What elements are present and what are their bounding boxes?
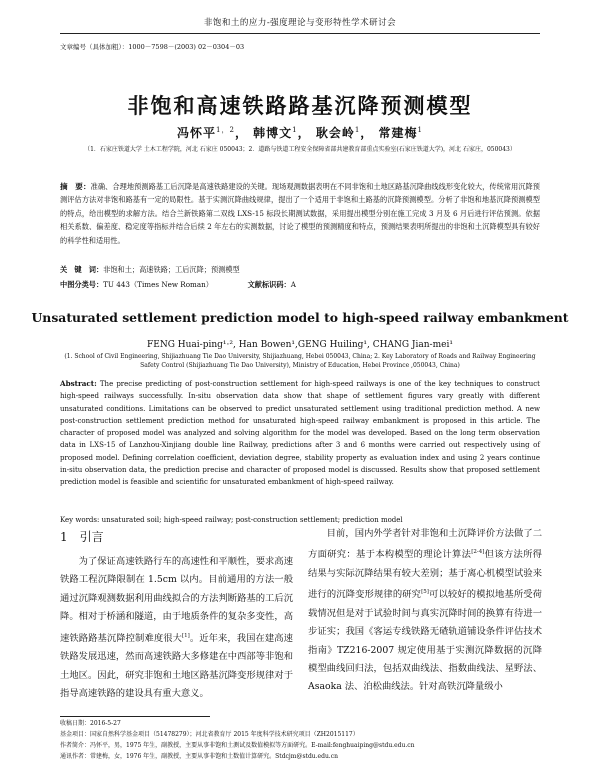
section-heading-introduction: 1 引言 <box>60 530 104 544</box>
clc-line <box>60 280 540 290</box>
affiliation-cn: （1．石家庄铁道大学 土木工程学院，河北 石家庄 050043；2．道路与铁道工程安全保障省部共建教育部重点实验室(石家庄铁道大学)，河北 石家庄，050043） <box>84 146 516 153</box>
author-name: 常建梅 <box>378 126 418 140</box>
footnote-rule <box>60 716 210 717</box>
author-name: 韩博文 <box>253 126 293 140</box>
authors-cn: 冯怀平$^{1,2}$， 韩博文$^1$， 耿会岭$^1$， 常建梅$^1$ <box>177 126 423 140</box>
keywords-en-label: Key words: <box>60 516 100 524</box>
body-text: 但该方法所得结果与实际沉降结果有较大差别；基于离心机模型试验来进行的沉降变形规律的研究 <box>308 549 542 601</box>
citation: [5] <box>421 589 429 596</box>
citation: [2-4] <box>471 549 485 556</box>
clc-value: TU 443（Times New Roman） <box>103 280 213 289</box>
body-column-right <box>308 525 542 697</box>
body-text: 目前，国内外学者针对非饱和土沉降评价方法做了二方面研究：基于本构模型的理论计算法 <box>308 528 542 561</box>
abstract-en <box>60 378 540 489</box>
body-text: 可以较好的模拟地基所受荷载情况但是对于试验时间与真实沉降时间的换算有待进一步证实；我国《客运专线铁路无碴轨道铺设条件评估技术指南》TZ216-2007 规定使用基于实测沉降数据的沉降模型曲线回归法，包括双曲线法、指数曲线法、星野法、Asaoka 法、泊松曲线法。针对高铁沉降量级小 <box>308 589 542 693</box>
body-text: 。近年来，我国在建高速铁路发展迅速，然而高速铁路大多修建在中西部等非饱和土地区。因此，研究非饱和土地区路基沉降变形规律对于指导高速铁路的建设具有重大意义。 <box>60 632 293 699</box>
clc-label: 中图分类号： <box>60 280 104 289</box>
keywords-cn <box>60 265 540 275</box>
affiliation-en: (1. School of Civil Engineering, Shijiazhuang Tie Dao University, Shijiazhuang, Hebei 050043, China; 2. Key Laboratory of Roads and Railway Engineering Safety Control (Shijiazhuang Tie Dao University), Ministry of Education, Hebei Province ,050043, China) <box>64 353 536 369</box>
keywords-en <box>60 516 540 524</box>
doc-code-value: A <box>290 280 296 289</box>
abstract-cn-text: 准确、合理地预测路基工后沉降是高速铁路建设的关键。现场观测数据表明在不同非饱和土地区路基沉降曲线线形变化较大，传统常用沉降预测评估方法对非饱和路基有一定的局限性。基于实测沉降曲线规律，提出了一个适用于非饱和土路基的沉降预测模型。分析了非饱和地基沉降预测模型的特点，给出模型的求解方法。结合兰新铁路第二双线 LXS-15 标段长期测试数据，采用提出模型分别在施工完成 3 月及 6 月后进行评估预测。依据相关系数、偏差度、稳定度等指标并结合后续 2 年左右的实测数据，讨论了模型的预测精度和特点，预测结果表明所提出的非饱和土沉降模型具有较好的科学性和适用性。 <box>60 182 540 245</box>
running-header: 非饱和土的应力-强度理论与变形特性学术研讨会 <box>203 18 397 28</box>
footnote-author: 作者简介：冯怀平，男，1975 年生，副教授，主要从事非饱和土测试及数值模拟等方面研究。E-mail:fenghuaiping@stdu.edu.cn <box>60 742 415 749</box>
body-text: 为了保证高速铁路行车的高速性和平顺性，要求高速铁路工程沉降限制在 1.5cm 以内。目前通用的方法一般通过沉降观测数据利用曲线拟合的方法判断路基的工后沉降。相对于桥涵和隧道，由于地质条件的复杂多变性，高速铁路路基沉降控制难度很大 <box>60 556 293 644</box>
title-cn: 非饱和高速铁路路基沉降预测模型 <box>127 94 473 118</box>
footnote-received: 收稿日期：2016-5-27 <box>60 720 121 727</box>
abstract-cn <box>60 180 540 247</box>
article-meta: 文章编号（具体加粗）：1000－7598－(2003) 02－0304－03 <box>60 43 245 51</box>
footnote-fund: 基金项目：国家自然科学基金项目（51478279）；河北省教育厅 2015 年度科学技术研究项目（ZH2015117） <box>60 731 359 738</box>
header-rule <box>60 33 540 34</box>
author-sup: 1，2 <box>216 126 235 134</box>
abstract-cn-label: 摘 要： <box>60 182 91 191</box>
doc-code-label: 文献标识码： <box>247 280 291 289</box>
author-name: 耿会岭 <box>315 126 355 140</box>
title-en: Unsaturated settlement prediction model to high-speed railway embankment <box>31 310 569 325</box>
footnote-corresponding: 通讯作者：常建梅，女，1976 年生，副教授，主要从事非饱和土数值计算研究。Stdcjm@stdu.edu.cn <box>60 753 338 760</box>
abstract-en-text: The precise predicting of post-construction settlement for high-speed railways is one of the key techniques to construct high-speed railways successfully. In-situ observation data show that shape of settlement figures vary greatly with different unsaturated conditions. Limitations can be observed to predict unsaturated settlement using traditional prediction method. A new post-construction settlement prediction method for unsaturated high-speed railway embankment is proposed in this article. The character of proposed model was analyzed and solving algorithm for the model was developed. Based on the long term observation data in LXS-15 of Lanzhou-Xinjiang double line Railway, predictions after 3 and 6 months were carried out respectively using of proposed model. Defining correlation coefficient, deviation degree, stability property as evaluation index and using 2 years continue in-situ observation data, the prediction precise and character of proposed model is discussed. Results show that proposed settlement prediction model is feasible and scientific for unsaturated embankment of high-speed railway. <box>60 380 540 487</box>
author-sup: 1 <box>292 126 298 134</box>
author-sup: 1 <box>354 126 361 134</box>
authors-en: FENG Huai-ping¹·², Han Bowen¹,GENG Huiling¹, CHANG Jian-mei¹ <box>147 340 453 350</box>
keywords-cn-text: 非饱和土；高速铁路；工后沉降；预测模型 <box>103 265 240 274</box>
keywords-cn-label: 关 键 词： <box>60 265 104 274</box>
keywords-en-text: unsaturated soil; high-speed railway; post-construction settlement; prediction model <box>101 516 403 524</box>
abstract-en-label: Abstract: <box>60 379 97 388</box>
author-name: 冯怀平 <box>177 126 217 140</box>
author-sup: 1 <box>417 126 423 134</box>
citation: [1] <box>181 632 190 639</box>
body-column-left <box>60 553 293 703</box>
